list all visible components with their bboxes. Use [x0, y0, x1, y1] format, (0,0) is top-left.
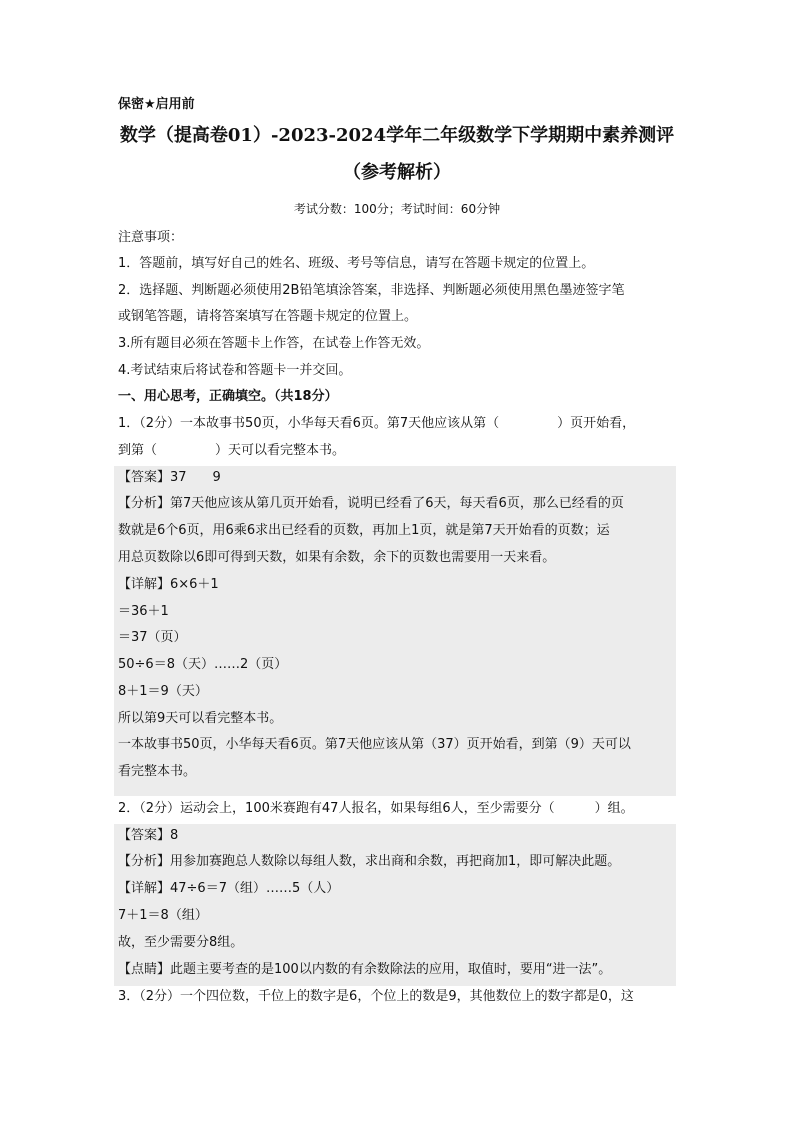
question-1-detail: 看完整本书。 [118, 764, 197, 779]
question-1-text-a: 1．（2分）一本故事书50页，小华每天看6页。第7天他应该从第（ [118, 416, 500, 431]
question-2-detail: 7＋1＝8（组） [118, 908, 208, 923]
question-1-line-2 [118, 442, 345, 460]
question-1-detail: 8＋1＝9（天） [118, 684, 208, 699]
question-1-detail: ＝36＋1 [118, 604, 169, 619]
question-1-detail: 一本故事书50页，小华每天看6页。第7天他应该从第（37）页开始看，到第（9）天可以 [118, 737, 631, 752]
question-2-analysis: 【分析】用参加赛跑总人数除以每组人数，求出商和余数，再把商加1，即可解决此题。 [118, 854, 621, 869]
question-2-detail: 故，至少需要分8组。 [118, 935, 244, 950]
question-2-answer: 【答案】8 [118, 828, 179, 843]
question-1-detail: 所以第9天可以看完整本书。 [118, 711, 283, 726]
question-1-text-b: ）页开始看， [557, 416, 636, 431]
note-item: 1．答题前，填写好自己的姓名、班级、考号等信息，请写在答题卡规定的位置上。 [118, 256, 595, 271]
question-1-detail: ＝37（页） [118, 630, 187, 645]
question-1-text-d: ）天可以看完整本书。 [215, 443, 346, 458]
note-item: 3.所有题目必须在答题卡上作答，在试卷上作答无效。 [118, 336, 430, 351]
section-heading: 一、用心思考，正确填空。（共18分） [118, 389, 338, 404]
question-2-comment: 【点睛】此题主要考查的是100以内数的有余数除法的应用，取值时，要用“进一法”。 [118, 962, 612, 977]
question-1-analysis: 用总页数除以6即可得到天数，如果有余数，余下的页数也需要用一天来看。 [118, 550, 556, 565]
question-1-analysis: 【分析】第7天他应该从第几页开始看，说明已经看了6天，每天看6页，那么已经看的页 [118, 496, 624, 511]
document-title: 数学（提高卷01）-2023-2024学年二年级数学下学期期中素养测评 [119, 125, 675, 146]
note-item: 或钢笔答题，请将答案填写在答题卡规定的位置上。 [118, 309, 418, 324]
note-item: 2．选择题、判断题必须使用2B铅笔填涂答案，非选择、判断题必须使用黑色墨迹签字笔 [118, 283, 625, 298]
confidential-label: 保密★启用前 [118, 97, 195, 112]
question-1-text-c: 到第（ [118, 443, 158, 458]
question-2-line-1 [118, 800, 634, 818]
question-1-analysis: 数就是6个6页，用6乘6求出已经看的页数，再加上1页，就是第7天开始看的页数；运 [118, 523, 610, 538]
question-2-text-a: 2．（2分）运动会上，100米赛跑有47人报名，如果每组6人，至少需要分（ [118, 801, 555, 816]
note-item: 4.考试结束后将试卷和答题卡一并交回。 [118, 363, 352, 378]
question-1-answer: 【答案】37 9 [118, 470, 221, 485]
question-1-detail: 【详解】6×6＋1 [118, 577, 219, 592]
question-2-detail: 【详解】47÷6＝7（组）……5（人） [118, 881, 340, 896]
question-3-line-1: 3．（2分）一个四位数，千位上的数字是6，个位上的数是9，其他数位上的数字都是0，这 [118, 989, 634, 1004]
notes-heading: 注意事项： [118, 230, 184, 245]
question-2-text-b: ）组。 [594, 801, 634, 816]
question-1-line-1 [118, 415, 635, 433]
document-subtitle: （参考解析） [343, 162, 451, 183]
question-1-detail: 50÷6＝8（天）……2（页） [118, 657, 288, 672]
exam-info: 考试分数：100分；考试时间：60分钟 [293, 202, 501, 216]
